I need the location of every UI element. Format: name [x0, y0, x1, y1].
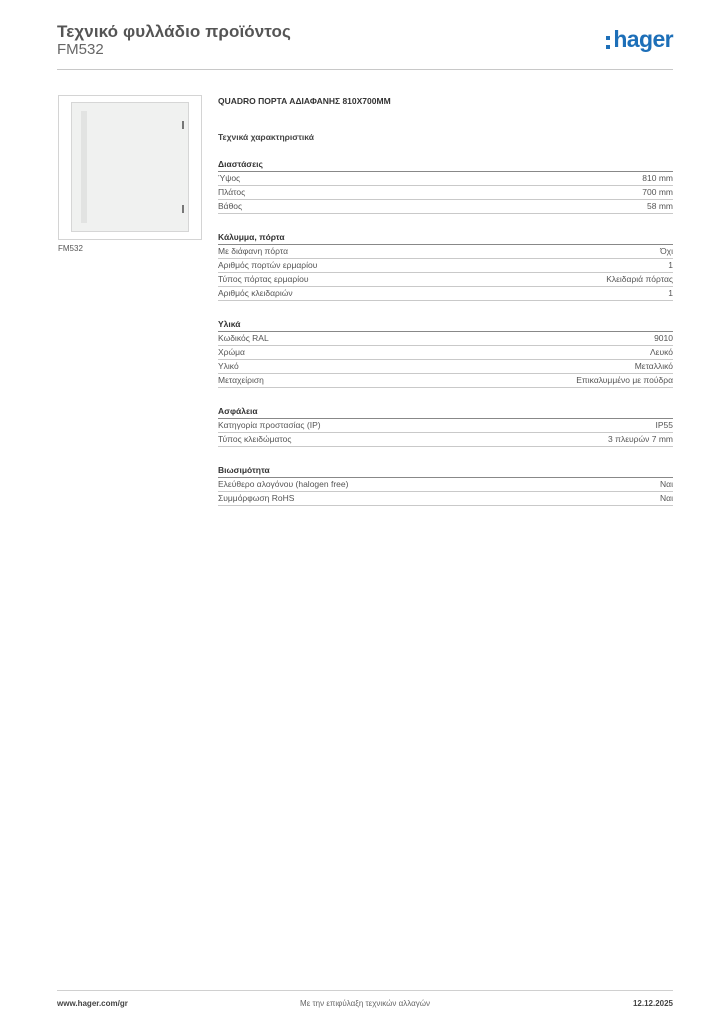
section-title: Κάλυμμα, πόρτα [218, 231, 673, 245]
spec-label: Αριθμός πορτών ερμαρίου [218, 260, 318, 270]
spec-label: Με διάφανη πόρτα [218, 246, 288, 256]
door-panel-image [71, 102, 189, 232]
spec-label: Υλικό [218, 361, 239, 371]
spec-value: Μεταλλικό [634, 361, 673, 371]
footer-divider [57, 990, 673, 991]
spec-content [218, 95, 673, 506]
product-code: FM532 [57, 41, 104, 58]
website-link[interactable]: www.hager.com/gr [57, 999, 128, 1008]
spec-section [218, 318, 673, 388]
spec-row [218, 200, 673, 214]
hager-logo [613, 26, 673, 53]
spec-value: 1 [668, 260, 673, 270]
page-header [57, 20, 673, 70]
spec-section [218, 158, 673, 214]
spec-label: Ελεύθερο αλογόνου (halogen free) [218, 479, 349, 489]
section-title: Διαστάσεις [218, 158, 673, 172]
spec-value: 810 mm [642, 173, 673, 183]
spec-value: 3 πλευρών 7 mm [608, 434, 673, 444]
spec-row [218, 433, 673, 447]
door-hinge-bottom [182, 205, 184, 213]
spec-label: Αριθμός κλειδαριών [218, 288, 293, 298]
section-title: Βιωσιμότητα [218, 464, 673, 478]
spec-value: Επικαλυμμένο με πούδρα [576, 375, 673, 385]
spec-section [218, 405, 673, 447]
image-caption: FM532 [58, 244, 83, 253]
spec-value: 1 [668, 288, 673, 298]
spec-row [218, 332, 673, 346]
header-divider [57, 69, 673, 70]
spec-row [218, 478, 673, 492]
spec-label: Κωδικός RAL [218, 333, 269, 343]
spec-value: 700 mm [642, 187, 673, 197]
spec-label: Ύψος [218, 173, 241, 183]
spec-section [218, 231, 673, 301]
spec-value: 58 mm [647, 201, 673, 211]
document-date: 12.12.2025 [632, 999, 673, 1008]
spec-row [218, 259, 673, 273]
spec-label: Χρώμα [218, 347, 245, 357]
logo-dots-icon [606, 36, 610, 49]
spec-value: Ναι [660, 479, 673, 489]
spec-sections [218, 158, 673, 506]
technical-characteristics-title: Τεχνικά χαρακτηριστικά [218, 132, 314, 142]
spec-label: Βάθος [218, 201, 243, 211]
spec-label: Τύπος κλειδώματος [218, 434, 292, 444]
spec-label: Κατηγορία προστασίας (IP) [218, 420, 321, 430]
logo-text: hager [613, 26, 673, 52]
section-title: Ασφάλεια [218, 405, 673, 419]
spec-row [218, 419, 673, 433]
door-panel-strip [81, 111, 87, 223]
spec-row [218, 346, 673, 360]
spec-label: Συμμόρφωση RoHS [218, 493, 295, 503]
spec-row [218, 172, 673, 186]
spec-row [218, 273, 673, 287]
section-title: Υλικά [218, 318, 673, 332]
spec-section [218, 464, 673, 506]
document-title: Τεχνικό φυλλάδιο προϊόντος [57, 22, 291, 41]
spec-value: Κλειδαριά πόρτας [606, 274, 673, 284]
spec-row [218, 374, 673, 388]
spec-label: Τύπος πόρτας ερμαρίου [218, 274, 309, 284]
spec-label: Μεταχείριση [218, 375, 264, 385]
spec-row [218, 287, 673, 301]
spec-value: Λευκό [650, 347, 673, 357]
spec-row [218, 492, 673, 506]
spec-value: Ναι [660, 493, 673, 503]
door-hinge-top [182, 121, 184, 129]
spec-value: IP55 [655, 420, 673, 430]
product-image [58, 95, 202, 240]
changes-notice: Με την επιφύλαξη τεχνικών αλλαγών [300, 999, 430, 1008]
spec-value: 9010 [654, 333, 673, 343]
spec-label: Πλάτος [218, 187, 246, 197]
spec-value: Όχι [660, 246, 673, 256]
spec-row [218, 186, 673, 200]
spec-row [218, 245, 673, 259]
spec-row [218, 360, 673, 374]
product-name: QUADRO ΠΟΡΤΑ ΑΔΙΑΦΑΝΗΣ 810X700MM [218, 96, 391, 106]
